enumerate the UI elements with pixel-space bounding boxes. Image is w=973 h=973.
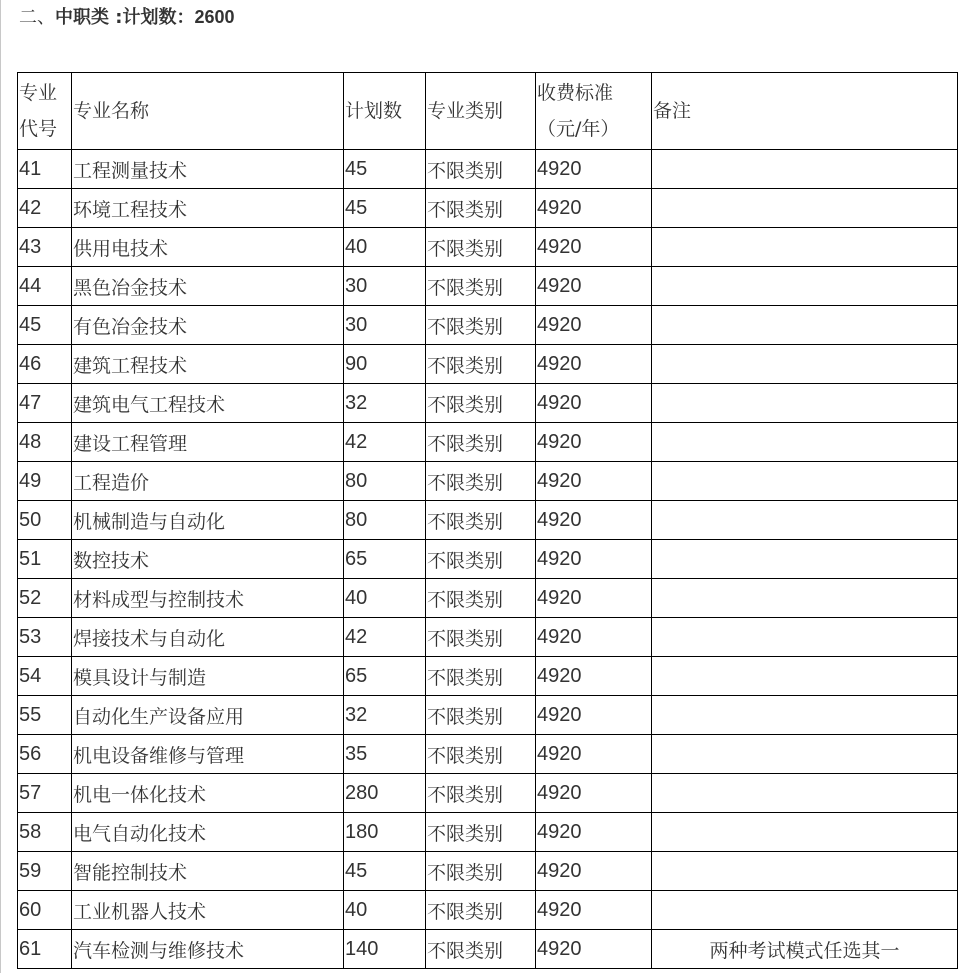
cell-plan: 280 [344,774,426,813]
section-heading [19,4,235,30]
table-row [18,579,958,618]
cell-plan: 42 [344,618,426,657]
cell-category: 不限类别 [426,462,536,501]
cell-plan: 40 [344,579,426,618]
cell-category: 不限类别 [426,150,536,189]
table-row [18,618,958,657]
cell-fee: 4920 [536,540,652,579]
cell-note [652,345,958,384]
header-note: 备注 [652,73,958,150]
cell-plan: 45 [344,852,426,891]
table-row [18,150,958,189]
cell-code: 55 [18,696,72,735]
cell-fee: 4920 [536,774,652,813]
header-plan: 计划数 [344,73,426,150]
cell-plan: 32 [344,384,426,423]
cell-code: 61 [18,930,72,969]
cell-fee: 4920 [536,930,652,969]
cell-plan: 40 [344,891,426,930]
cell-note [652,423,958,462]
table-row [18,267,958,306]
cell-plan: 40 [344,228,426,267]
cell-code: 59 [18,852,72,891]
cell-category: 不限类别 [426,306,536,345]
table-row [18,696,958,735]
cell-name: 建筑工程技术 [72,345,344,384]
cell-code: 48 [18,423,72,462]
cell-plan: 180 [344,813,426,852]
cell-category: 不限类别 [426,930,536,969]
table-row [18,930,958,969]
cell-code: 58 [18,813,72,852]
table-row [18,657,958,696]
enrollment-plan-table [17,72,958,969]
cell-plan: 80 [344,501,426,540]
cell-note [652,852,958,891]
table-row [18,228,958,267]
cell-note: 两种考试模式任选其一 [652,930,958,969]
cell-plan: 65 [344,657,426,696]
cell-category: 不限类别 [426,540,536,579]
cell-name: 建筑电气工程技术 [72,384,344,423]
cell-code: 42 [18,189,72,228]
cell-plan: 30 [344,267,426,306]
table-body [18,73,958,969]
cell-code: 47 [18,384,72,423]
cell-category: 不限类别 [426,852,536,891]
cell-fee: 4920 [536,306,652,345]
cell-category: 不限类别 [426,228,536,267]
cell-note [652,189,958,228]
table-row [18,384,958,423]
cell-name: 模具设计与制造 [72,657,344,696]
cell-note [652,774,958,813]
cell-name: 数控技术 [72,540,344,579]
cell-fee: 4920 [536,501,652,540]
header-code-line2: 代号 [19,118,58,140]
cell-note [652,657,958,696]
cell-name: 汽车检测与维修技术 [72,930,344,969]
header-fee [536,73,652,150]
cell-plan: 30 [344,306,426,345]
table-row [18,423,958,462]
cell-fee: 4920 [536,618,652,657]
cell-category: 不限类别 [426,501,536,540]
cell-fee: 4920 [536,462,652,501]
cell-category: 不限类别 [426,618,536,657]
cell-code: 53 [18,618,72,657]
table-row [18,501,958,540]
cell-fee: 4920 [536,579,652,618]
table-row [18,540,958,579]
table-row [18,813,958,852]
cell-code: 49 [18,462,72,501]
cell-note [652,228,958,267]
cell-code: 56 [18,735,72,774]
cell-name: 黑色冶金技术 [72,267,344,306]
cell-name: 材料成型与控制技术 [72,579,344,618]
cell-category: 不限类别 [426,189,536,228]
cell-plan: 140 [344,930,426,969]
cell-category: 不限类别 [426,345,536,384]
cell-name: 机电设备维修与管理 [72,735,344,774]
header-fee-line1: 收费标准 [537,82,614,104]
cell-name: 建设工程管理 [72,423,344,462]
header-category: 专业类别 [426,73,536,150]
cell-note [652,306,958,345]
cell-note [652,735,958,774]
cell-name: 自动化生产设备应用 [72,696,344,735]
plan-total-label: 计划数： [122,7,195,28]
cell-name: 有色冶金技术 [72,306,344,345]
header-name: 专业名称 [72,73,344,150]
cell-code: 54 [18,657,72,696]
cell-note [652,150,958,189]
cell-code: 46 [18,345,72,384]
cell-name: 工业机器人技术 [72,891,344,930]
cell-fee: 4920 [536,423,652,462]
cell-code: 51 [18,540,72,579]
cell-plan: 42 [344,423,426,462]
section-separator: : [109,7,123,28]
cell-name: 工程测量技术 [72,150,344,189]
cell-fee: 4920 [536,150,652,189]
cell-name: 机械制造与自动化 [72,501,344,540]
cell-fee: 4920 [536,228,652,267]
plan-total-value: 2600 [194,7,235,27]
cell-code: 44 [18,267,72,306]
section-number: 二、 [19,7,55,28]
cell-category: 不限类别 [426,423,536,462]
cell-note [652,267,958,306]
cell-code: 60 [18,891,72,930]
cell-plan: 80 [344,462,426,501]
cell-note [652,501,958,540]
cell-fee: 4920 [536,189,652,228]
cell-category: 不限类别 [426,267,536,306]
cell-plan: 32 [344,696,426,735]
cell-name: 机电一体化技术 [72,774,344,813]
cell-name: 工程造价 [72,462,344,501]
cell-code: 41 [18,150,72,189]
cell-category: 不限类别 [426,384,536,423]
cell-fee: 4920 [536,891,652,930]
table-row [18,891,958,930]
table-row [18,189,958,228]
cell-code: 45 [18,306,72,345]
table-header-row [18,73,958,150]
cell-name: 环境工程技术 [72,189,344,228]
cell-plan: 90 [344,345,426,384]
cell-category: 不限类别 [426,696,536,735]
cell-code: 43 [18,228,72,267]
cell-category: 不限类别 [426,735,536,774]
cell-category: 不限类别 [426,579,536,618]
cell-category: 不限类别 [426,774,536,813]
cell-fee: 4920 [536,384,652,423]
cell-note [652,696,958,735]
cell-plan: 45 [344,189,426,228]
cell-plan: 45 [344,150,426,189]
cell-fee: 4920 [536,696,652,735]
cell-category: 不限类别 [426,657,536,696]
cell-fee: 4920 [536,267,652,306]
cell-name: 供用电技术 [72,228,344,267]
cell-note [652,618,958,657]
cell-plan: 65 [344,540,426,579]
cell-code: 52 [18,579,72,618]
header-code [18,73,72,150]
table-row [18,345,958,384]
cell-category: 不限类别 [426,891,536,930]
cell-fee: 4920 [536,345,652,384]
cell-note [652,813,958,852]
table-row [18,462,958,501]
cell-note [652,579,958,618]
section-label: 中职类 [55,7,109,28]
cell-name: 智能控制技术 [72,852,344,891]
cell-name: 焊接技术与自动化 [72,618,344,657]
cell-note [652,384,958,423]
cell-code: 50 [18,501,72,540]
header-code-line1: 专业 [19,82,58,104]
cell-fee: 4920 [536,813,652,852]
table-row [18,774,958,813]
table-row [18,306,958,345]
table-row [18,735,958,774]
cell-note [652,540,958,579]
cell-category: 不限类别 [426,813,536,852]
cell-plan: 35 [344,735,426,774]
cell-note [652,891,958,930]
cell-fee: 4920 [536,657,652,696]
cell-fee: 4920 [536,735,652,774]
cell-fee: 4920 [536,852,652,891]
cell-note [652,462,958,501]
header-fee-line2: （元/年） [537,118,620,140]
cell-code: 57 [18,774,72,813]
table-row [18,852,958,891]
cell-name: 电气自动化技术 [72,813,344,852]
